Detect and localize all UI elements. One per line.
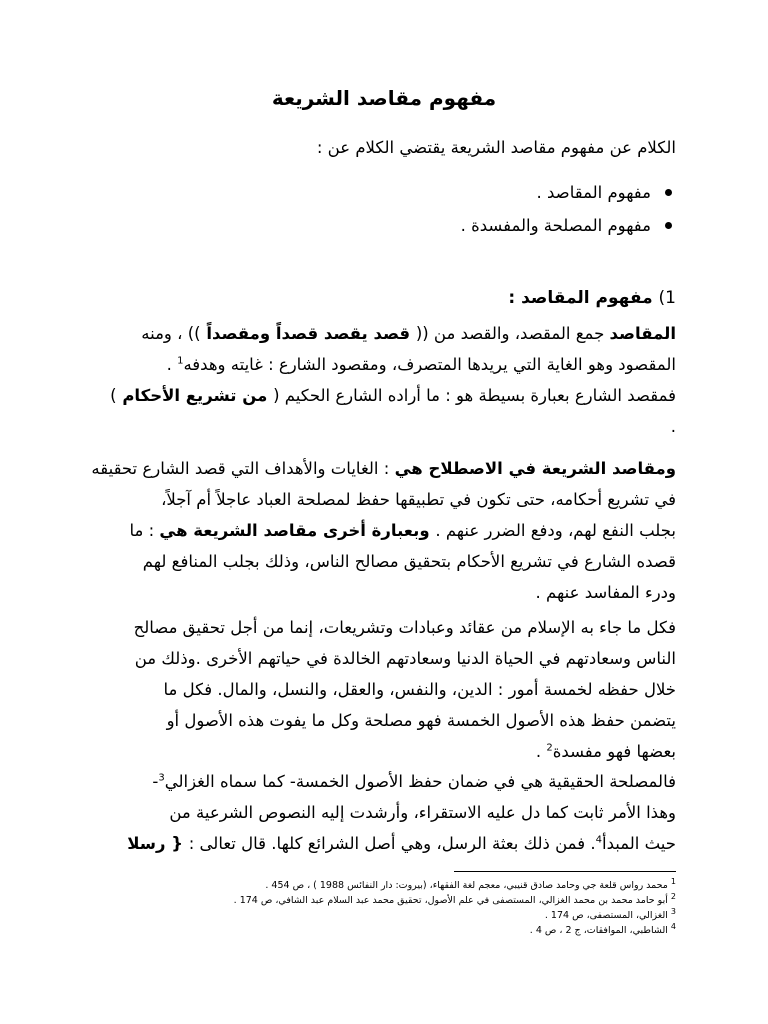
text-line: وهذا الأمر ثابت كما دل عليه الاستقراء، وأرشدت إليه النصوص الشرعية من — [169, 803, 676, 822]
bold-term: وبعبارة أخرى مقاصد الشريعة هي — [159, 521, 436, 540]
text-run: فمقصد الشارع بعبارة بسيطة هو : ما أراده الشارع الحكيم ( — [273, 386, 676, 405]
paragraph-terminology — [88, 453, 676, 608]
footnote-ref[interactable]: 1 — [177, 355, 184, 367]
text-line: فكل ما جاء به الإسلام من عقائد وعبادات وتشريعات، إنما من أجل تحقيق مصالح — [133, 618, 676, 637]
footnote — [88, 878, 676, 893]
text-line: ودرء المفاسد عنهم . — [535, 583, 676, 602]
bullet-text: مفهوم المصلحة والمفسدة . — [460, 216, 651, 235]
footnote-text: الغزالي، المستصفى، ص 174 . — [544, 910, 668, 921]
text-run: ) — [110, 386, 117, 405]
text-line: خلال حفظه لخمسة أمور : الدين، والنفس، والعقل، والنسل، والمال. فكل ما — [163, 680, 676, 699]
list-item — [88, 176, 676, 209]
text-run: . — [166, 355, 178, 374]
text-run: - — [152, 772, 159, 791]
text-run: )) ، ومنه — [141, 324, 201, 343]
bold-term: قصد يقصد قصداً ومقصداً — [200, 324, 416, 343]
intro-text: الكلام عن مفهوم مقاصد الشريعة يقتضي الكلام عن : — [316, 138, 676, 157]
text-line — [88, 453, 676, 484]
footnote-text: أبو حامد محمد بن محمد الغزالي، المستصفى في علم الأصول، تحقيق محمد عبد السلام عبد الشافي، ص 174 . — [233, 895, 668, 906]
text-run: المقصود وهو الغاية التي يريدها المتصرف، ومقصود الشارع : غايته وهدفه — [183, 355, 676, 374]
footnote — [88, 893, 676, 908]
footnotes — [88, 878, 676, 938]
footnote-separator — [454, 871, 676, 872]
text-line — [88, 349, 676, 380]
footnote-number: 1 — [670, 876, 676, 886]
intro-paragraph — [88, 132, 676, 163]
bold-term: ومقاصد الشريعة في الاصطلاح هي — [394, 459, 676, 478]
text-run: بعضها فهو مفسدة — [552, 742, 676, 761]
bold-term: من تشريع الأحكام — [116, 386, 274, 405]
text-line: الناس وسعادتهم في الحياة الدنيا وسعادتهم الخالدة في حياتهم الأخرى .وذلك من — [134, 649, 676, 668]
bullet-list — [88, 176, 676, 242]
footnote-ref[interactable]: 2 — [546, 742, 553, 754]
text-run: جمع المقصد، والقصد من (( — [415, 324, 610, 343]
bold-term: { رسلا — [127, 834, 189, 853]
text-line — [88, 828, 676, 859]
text-run: : الغايات والأهداف التي قصد الشارع تحقيقه — [91, 459, 395, 478]
footnote-number: 4 — [670, 921, 676, 931]
list-item — [88, 209, 676, 242]
text-line — [88, 515, 676, 546]
paragraph-true-interest — [88, 766, 676, 859]
bullet-icon — [665, 189, 672, 196]
text-run: . فمن ذلك بعثة الرسل، وهي أصل الشرائع كلها. قال تعالى : — [188, 834, 596, 853]
footnote-number: 2 — [670, 891, 676, 901]
footnote — [88, 923, 676, 938]
text-line — [88, 380, 676, 411]
text-line: في تشريع أحكامه، حتى تكون في تطبيقها حفظ لمصلحة العباد عاجلاً أم آجلاً، — [161, 490, 676, 509]
text-line: . — [670, 417, 676, 436]
paragraph-five-essentials — [88, 612, 676, 767]
footnote-ref[interactable]: 4 — [595, 834, 602, 846]
bullet-icon — [665, 222, 672, 229]
paragraph-definition — [88, 318, 676, 442]
text-run: . — [535, 742, 547, 761]
section-title: مفهوم المقاصد : — [508, 288, 653, 308]
footnote-ref[interactable]: 3 — [158, 772, 165, 784]
footnote-text: محمد رواس قلعة جي وحامد صادق قنيبي، معجم لغة الفقهاء، (بيروت: دار النفائس 1988 ) ، ص 454 . — [265, 880, 668, 891]
page-title: مفهوم مقاصد الشريعة — [271, 86, 497, 110]
footnote-number: 3 — [670, 906, 676, 916]
text-run: فالمصلحة الحقيقية هي في ضمان حفظ الأصول الخمسة- كما سماه الغزالي — [164, 772, 676, 791]
section-heading — [508, 288, 676, 308]
bullet-text: مفهوم المقاصد . — [536, 183, 651, 202]
footnote-text: الشاطبي، الموافقات، ج 2 ، ص 4 . — [529, 925, 668, 936]
text-line: يتضمن حفظ هذه الأصول الخمسة فهو مصلحة وكل ما يفوت هذه الأصول أو — [166, 711, 676, 730]
text-run: بجلب النفع لهم، ودفع الضرر عنهم . — [435, 521, 676, 540]
text-line — [88, 766, 676, 797]
text-line — [88, 318, 676, 349]
text-line: قصده الشارع في تشريع الأحكام بتحقيق مصالح الناس، وذلك بجلب المنافع لهم — [142, 552, 676, 571]
bold-term: المقاصد — [609, 324, 676, 343]
text-run: حيث المبدأ — [601, 834, 676, 853]
text-run: : ما — [129, 521, 160, 540]
footnote — [88, 908, 676, 923]
text-line — [88, 736, 676, 767]
section-number: 1) — [658, 288, 676, 308]
